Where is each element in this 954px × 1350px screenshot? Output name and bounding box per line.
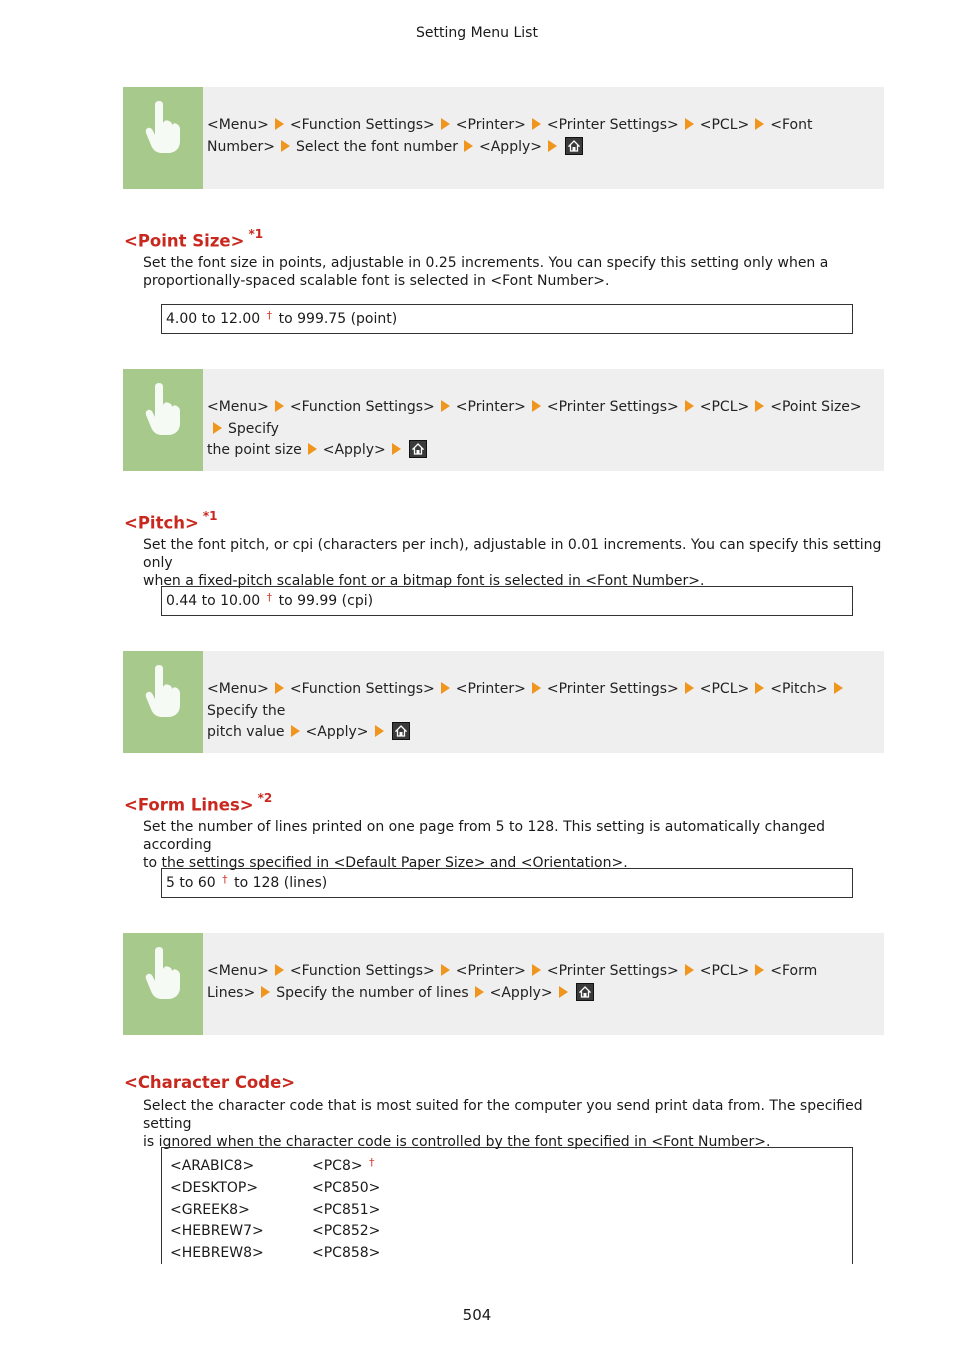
page-number: 504	[462, 1306, 492, 1324]
arrow-icon	[834, 682, 843, 694]
section-description: Set the font size in points, adjustable in 0.25 increments. You can specify this setting only when a proportionally-spaced scalable font is selected in <Font Number>.	[143, 255, 829, 289]
arrow-icon	[213, 422, 222, 434]
arrow-icon	[275, 400, 284, 412]
section-title-point-size: <Point Size> $^{*1}$	[124, 227, 264, 251]
section-title-character-code: <Character Code>	[124, 1073, 296, 1092]
hand-pointer-icon	[123, 933, 203, 1035]
option-item: <PC851>	[312, 1201, 381, 1218]
procedure-box-point-size	[123, 369, 884, 471]
arrow-icon	[532, 682, 541, 694]
option-item: <PC850>	[312, 1179, 381, 1196]
arrow-icon	[441, 682, 450, 694]
option-item: <HEBREW7>	[170, 1223, 264, 1240]
arrow-icon	[375, 725, 384, 737]
arrow-icon	[532, 964, 541, 976]
arrow-icon	[441, 118, 450, 130]
arrow-icon	[755, 400, 764, 412]
option-item: <HEBREW8>	[170, 1245, 264, 1262]
range-box: 4.00 to 12.00 † to 999.75 (point)	[161, 304, 853, 334]
character-code-options-box	[161, 1147, 853, 1264]
arrow-icon	[291, 725, 300, 737]
arrow-icon	[464, 140, 473, 152]
arrow-icon	[755, 118, 764, 130]
procedure-box-font-number	[123, 87, 884, 189]
arrow-icon	[685, 682, 694, 694]
section-title-pitch: <Pitch> $^{*1}$	[124, 509, 218, 533]
home-key-icon	[565, 137, 583, 155]
section-title-form-lines: <Form Lines> $^{*2}$	[124, 791, 273, 815]
hand-pointer-icon	[123, 651, 203, 753]
procedure-text: <Menu> <Function Settings> <Printer> <Printer Settings> <PCL> <Pitch>Specify the pitch value <Apply>	[203, 651, 884, 753]
default-dagger-icon: †	[369, 1156, 375, 1169]
section-description: Set the font pitch, or cpi (characters per inch), adjustable in 0.01 increments. You can specify this setting only when a fixed-pitch scalable font or a bitmap font is selected in <Font Number>.	[143, 537, 882, 589]
home-key-icon	[392, 722, 410, 740]
procedure-text: <Menu> <Function Settings> <Printer> <Printer Settings> <PCL> <Font Number> Select the font number <Apply>	[207, 117, 813, 155]
section-description: Set the number of lines printed on one page from 5 to 128. This setting is automatically changed according to the settings specified in <Default Paper Size> and <Orientation>.	[143, 819, 826, 871]
range-box: 0.44 to 10.00 † to 99.99 (cpi)	[161, 586, 853, 616]
arrow-icon	[685, 964, 694, 976]
arrow-icon	[275, 964, 284, 976]
default-dagger-icon: †	[266, 309, 273, 322]
home-key-icon	[576, 983, 594, 1001]
option-item: <PC852>	[312, 1223, 381, 1240]
hand-pointer-icon	[123, 87, 203, 189]
default-dagger-icon: †	[222, 873, 228, 886]
arrow-icon	[441, 964, 450, 976]
arrow-icon	[685, 118, 694, 130]
arrow-icon	[392, 443, 401, 455]
arrow-icon	[532, 118, 541, 130]
option-item: <PC858>	[312, 1245, 381, 1262]
default-dagger-icon: †	[266, 591, 273, 604]
arrow-icon	[559, 986, 568, 998]
option-item: <DESKTOP>	[170, 1179, 259, 1196]
option-item: <GREEK8>	[170, 1201, 250, 1218]
procedure-box-pitch	[123, 651, 884, 753]
arrow-icon	[548, 140, 557, 152]
arrow-icon	[281, 140, 290, 152]
arrow-icon	[261, 986, 270, 998]
procedure-text: <Menu> <Function Settings> <Printer> <Printer Settings> <PCL> <Point Size>Specify the point size <Apply>	[207, 399, 862, 458]
section-description: Select the character code that is most suited for the computer you send print data from. The specified setting is ignored when the character code is controlled by the font specified in <Font Number>.	[143, 1098, 863, 1150]
arrow-icon	[275, 118, 284, 130]
home-key-icon	[409, 440, 427, 458]
arrow-icon	[685, 400, 694, 412]
range-box: 5 to 60 † to 128 (lines)	[161, 868, 853, 898]
option-item: <PC8> †	[312, 1156, 375, 1174]
arrow-icon	[755, 682, 764, 694]
hand-pointer-icon	[123, 369, 203, 471]
arrow-icon	[755, 964, 764, 976]
arrow-icon	[441, 400, 450, 412]
arrow-icon	[532, 400, 541, 412]
arrow-icon	[475, 986, 484, 998]
procedure-box-form-lines	[123, 933, 884, 1035]
options-column-2	[312, 1156, 380, 1265]
arrow-icon	[275, 682, 284, 694]
page-header-title: Setting Menu List	[416, 25, 538, 41]
option-item: <ARABIC8>	[170, 1158, 255, 1174]
arrow-icon	[308, 443, 317, 455]
procedure-text: <Menu> <Function Settings> <Printer> <Printer Settings> <PCL> <Form Lines> Specify the number of lines <Apply>	[207, 963, 818, 1001]
options-column-1	[170, 1156, 264, 1265]
